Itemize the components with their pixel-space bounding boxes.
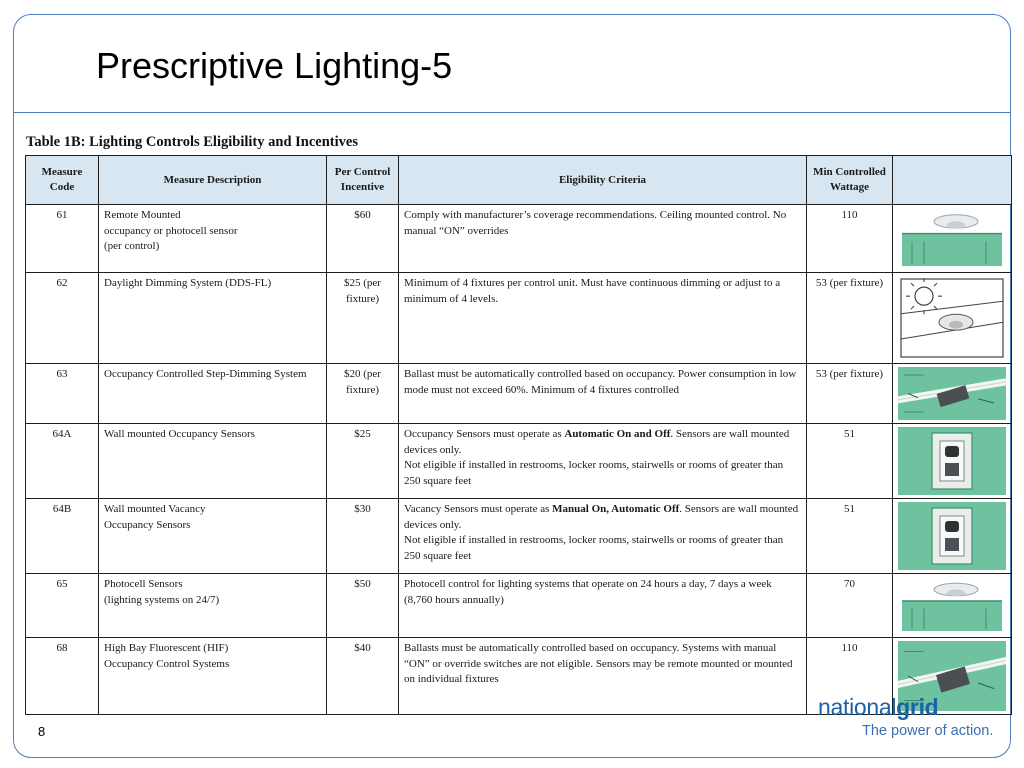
daylight-sensor-icon	[893, 273, 1012, 364]
title-divider	[13, 112, 1011, 113]
logo-name-light: national	[818, 694, 897, 720]
measure-code-cell: 62	[26, 273, 99, 364]
table-row	[26, 574, 1012, 638]
criteria-text: Comply with manufacturer’s coverage recommendations. Ceiling mounted control. No manual “ON” overrides	[404, 209, 787, 237]
logo-name-bold: grid	[896, 694, 939, 720]
header-min-controlled-wattage: Min Controlled Wattage	[807, 156, 893, 205]
measure-description-cell	[99, 574, 327, 638]
description-line: Wall mounted Vacancy	[104, 503, 206, 515]
header-per-control-incentive: Per Control Incentive	[327, 156, 399, 205]
incentive-cell: $25	[327, 424, 399, 499]
ceiling-sensor-icon	[893, 574, 1012, 638]
header-eligibility-criteria: Eligibility Criteria	[399, 156, 807, 205]
min-wattage-cell: 53 (per fixture)	[807, 273, 893, 364]
criteria-operation-mode: Automatic On and Off	[564, 428, 671, 440]
measure-code-cell: 63	[26, 364, 99, 424]
measure-code-cell: 68	[26, 638, 99, 715]
header-measure-code: Measure Code	[26, 156, 99, 205]
description-line: Occupancy Control Systems	[104, 657, 230, 670]
description-line: (lighting systems on 24/7)	[104, 593, 220, 606]
header-measure-description: Measure Description	[99, 156, 327, 205]
criteria-exclusion-note: Not eligible if installed in restrooms, locker rooms, stairwells or rooms of greater than 250 square feet	[404, 534, 784, 562]
eligibility-criteria-cell	[399, 574, 807, 638]
incentive-cell: $25 (per fixture)	[327, 273, 399, 364]
description-line: High Bay Fluorescent (HIF)	[104, 642, 229, 654]
min-wattage-cell: 110	[807, 205, 893, 273]
measure-description-cell	[99, 638, 327, 715]
eligibility-criteria-cell	[399, 273, 807, 364]
table-header-row	[26, 156, 1012, 205]
measure-description-cell	[99, 364, 327, 424]
criteria-text: Ballasts must be automatically controlled based on occupancy. Systems with manual “ON” or override switches are not eligible. Sensors may be remote mounted or mounted on individual fixtures	[404, 642, 793, 685]
incentive-cell: $50	[327, 574, 399, 638]
eligibility-criteria-cell	[399, 638, 807, 715]
wall-sensor-icon	[893, 424, 1012, 499]
table-row	[26, 273, 1012, 364]
description-line: occupancy or photocell sensor	[104, 224, 238, 237]
eligibility-criteria-cell	[399, 205, 807, 273]
measure-code-cell: 64B	[26, 499, 99, 574]
incentive-cell: $20 (per fixture)	[327, 364, 399, 424]
slide-title: Prescriptive Lighting-5	[96, 45, 453, 86]
min-wattage-cell: 51	[807, 499, 893, 574]
incentive-cell: $60	[327, 205, 399, 273]
min-wattage-cell: 110	[807, 638, 893, 715]
description-line: Daylight Dimming System (DDS-FL)	[104, 277, 272, 289]
measure-code-cell: 64A	[26, 424, 99, 499]
wall-sensor-icon	[893, 499, 1012, 574]
criteria-text: Ballast must be automatically controlled based on occupancy. Power consumption in low mode must not exceed 60%. Minimum of 4 fixtures controlled	[404, 368, 797, 396]
min-wattage-cell: 53 (per fixture)	[807, 364, 893, 424]
table-caption: Table 1B: Lighting Controls Eligibility and Incentives	[26, 134, 358, 150]
description-line: Remote Mounted	[104, 209, 181, 221]
description-line: Occupancy Sensors	[104, 518, 191, 531]
criteria-text: Occupancy Sensors must operate as Automatic On and Off. Sensors are wall mounted devices only.	[404, 428, 790, 456]
incentive-cell: $30	[327, 499, 399, 574]
criteria-operation-mode: Manual On, Automatic Off	[552, 503, 680, 515]
header-image-column	[893, 156, 1012, 205]
ceiling-sensor-icon	[893, 205, 1012, 273]
measure-code-cell: 61	[26, 205, 99, 273]
table-row	[26, 364, 1012, 424]
description-line: (per control)	[104, 240, 160, 252]
incentives-table	[25, 155, 1012, 715]
eligibility-criteria-cell	[399, 424, 807, 499]
criteria-text: Photocell control for lighting systems that operate on 24 hours a day, 7 days a week (8,760 hours annually)	[404, 578, 772, 606]
table-row	[26, 499, 1012, 574]
measure-description-cell	[99, 424, 327, 499]
measure-description-cell	[99, 273, 327, 364]
national-grid-logo	[818, 694, 993, 739]
criteria-text: Vacancy Sensors must operate as Manual On, Automatic Off. Sensors are wall mounted devices only.	[404, 503, 799, 531]
incentive-cell: $40	[327, 638, 399, 715]
measure-description-cell	[99, 205, 327, 273]
criteria-text: Minimum of 4 fixtures per control unit. Must have continuous dimming or adjust to a minimum of 4 levels.	[404, 277, 781, 305]
measure-description-cell	[99, 499, 327, 574]
measure-code-cell: 65	[26, 574, 99, 638]
slide-number: 8	[38, 724, 46, 739]
eligibility-criteria-cell	[399, 364, 807, 424]
description-line: Occupancy Controlled Step-Dimming System	[104, 368, 307, 380]
criteria-exclusion-note: Not eligible if installed in restrooms, locker rooms, stairwells or rooms of greater than 250 square feet	[404, 459, 784, 487]
logo-tagline: The power of action.	[862, 723, 994, 739]
description-line: Photocell Sensors	[104, 578, 183, 590]
min-wattage-cell: 70	[807, 574, 893, 638]
min-wattage-cell: 51	[807, 424, 893, 499]
eligibility-criteria-cell	[399, 499, 807, 574]
table-row	[26, 424, 1012, 499]
description-line: Wall mounted Occupancy Sensors	[104, 428, 255, 440]
table-row	[26, 205, 1012, 273]
fluorescent-ballast-icon	[893, 364, 1012, 424]
